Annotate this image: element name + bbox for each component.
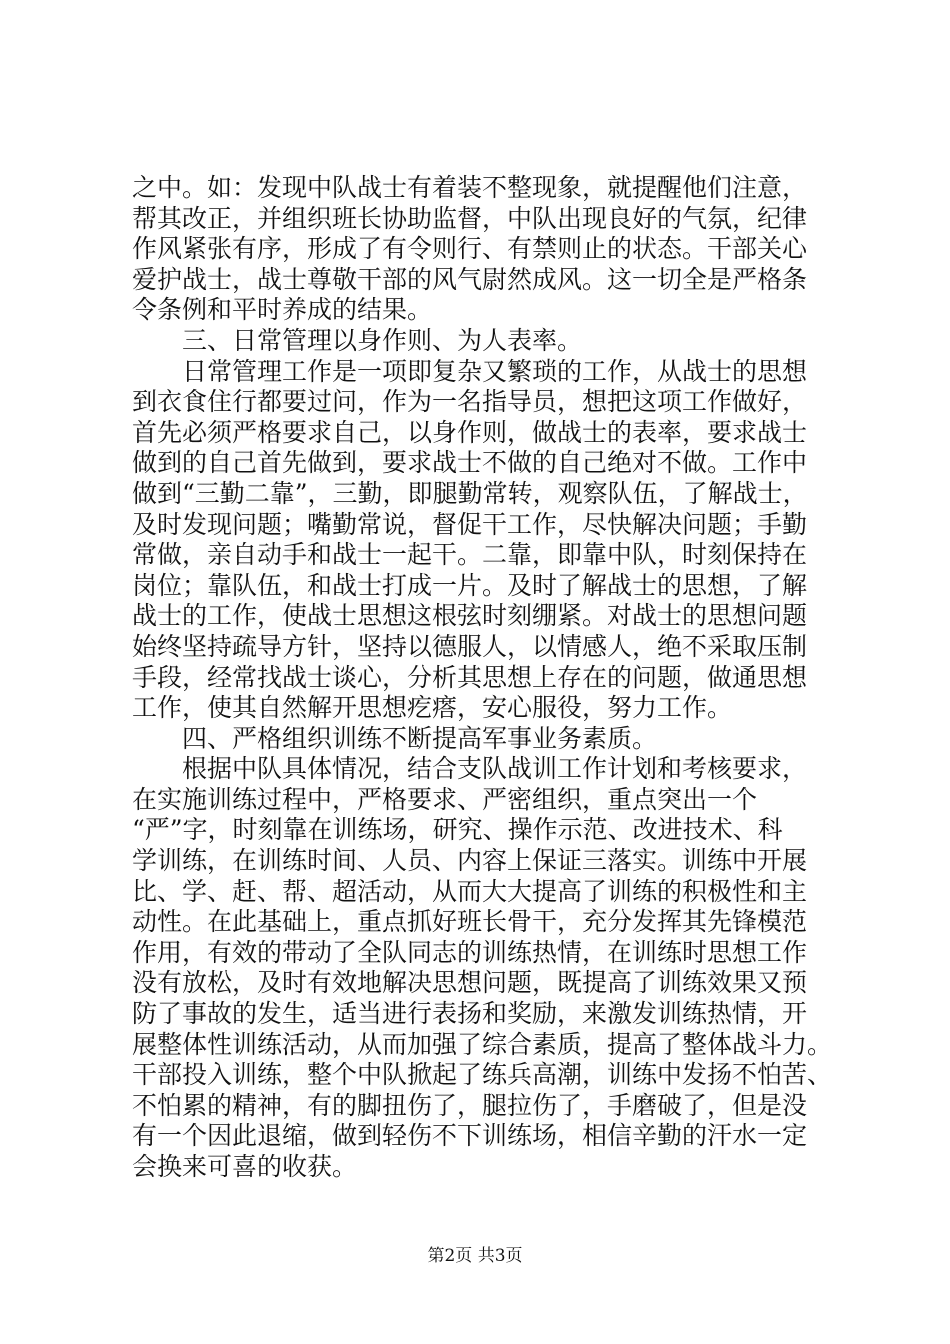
- page-footer: [0, 1244, 950, 1268]
- section-heading: 三、日常管理以身作则、为人表率。: [132, 325, 583, 355]
- text-line: 日常管理工作是一项即复杂又繁琐的工作，从战士的思想: [132, 356, 808, 386]
- text-line: 爱护战士，战士尊敬干部的风气尉然成风。这一切全是严格条: [132, 264, 808, 294]
- text-line: 比、学、赶、帮、超活动，从而大大提高了训练的积极性和主: [132, 876, 808, 906]
- text-line: 始终坚持疏导方针，坚持以德服人，以情感人，绝不采取压制: [132, 631, 808, 661]
- text-line: 会换来可喜的收获。: [132, 1152, 358, 1181]
- text-line: 防了事故的发生，适当进行表扬和奖励，来激发训练热情，开: [132, 999, 808, 1029]
- text-line: 没有放松，及时有效地解决思想问题，既提高了训练效果又预: [132, 968, 808, 998]
- text-line: 展整体性训练活动，从而加强了综合素质，提高了整体战斗力。: [132, 1029, 833, 1059]
- text-line: 首先必须严格要求自己，以身作则，做战士的表率，要求战士: [132, 417, 808, 447]
- page-number: 第2页 共3页: [427, 1246, 523, 1266]
- text-line: 帮其改正，并组织班长协助监督，中队出现良好的气氛，纪律: [132, 203, 808, 233]
- text-line: 做到的自己首先做到，要求战士不做的自己绝对不做。工作中: [132, 448, 808, 478]
- text-line: 及时发现问题；嘴勤常说，督促干工作，尽快解决问题；手勤: [132, 509, 808, 539]
- text-line: 不怕累的精神，有的脚扭伤了，腿拉伤了，手磨破了，但是没: [132, 1090, 808, 1120]
- text-line: 动性。在此基础上，重点抓好班长骨干，充分发挥其先锋模范: [132, 907, 808, 937]
- text-line: 之中。如：发现中队战士有着装不整现象，就提醒他们注意，: [132, 173, 808, 202]
- text-line: 学训练，在训练时间、人员、内容上保证三落实。训练中开展: [132, 846, 808, 876]
- text-line: 令条例和平时养成的结果。: [132, 295, 433, 325]
- document-body: [132, 173, 852, 1183]
- text-line: 到衣食住行都要过问，作为一名指导员，想把这项工作做好，: [132, 387, 808, 417]
- text-line: 战士的工作，使战士思想这根弦时刻绷紧。对战士的思想问题: [132, 601, 808, 631]
- text-line: 在实施训练过程中，严格要求、严密组织，重点突出一个: [132, 784, 758, 814]
- text-line: 常做，亲自动手和战士一起干。二靠，即靠中队，时刻保持在: [132, 540, 808, 570]
- text-line: 岗位；靠队伍，和战士打成一片。及时了解战士的思想，了解: [132, 570, 808, 600]
- text-line: 根据中队具体情况，结合支队战训工作计划和考核要求，: [132, 754, 808, 784]
- text-line: 手段，经常找战士谈心，分析其思想上存在的问题，做通思想: [132, 662, 808, 692]
- text-line: “严”字，时刻靠在训练场，研究、操作示范、改进技术、科: [132, 815, 783, 845]
- text-line: 工作，使其自然解开思想疙瘩，安心服役，努力工作。: [132, 693, 733, 723]
- text-line: 作风紧张有序，形成了有令则行、有禁则止的状态。干部关心: [132, 234, 808, 264]
- text-line: 有一个因此退缩，做到轻伤不下训练场，相信辛勤的汗水一定: [132, 1121, 808, 1151]
- text-line: 作用，有效的带动了全队同志的训练热情，在训练时思想工作: [132, 937, 808, 967]
- section-heading: 四、严格组织训练不断提高军事业务素质。: [132, 723, 658, 753]
- text-line: 做到“三勤二靠”，三勤，即腿勤常转，观察队伍，了解战士，: [132, 478, 808, 508]
- text-line: 干部投入训练，整个中队掀起了练兵高潮，训练中发扬不怕苦、: [132, 1060, 833, 1090]
